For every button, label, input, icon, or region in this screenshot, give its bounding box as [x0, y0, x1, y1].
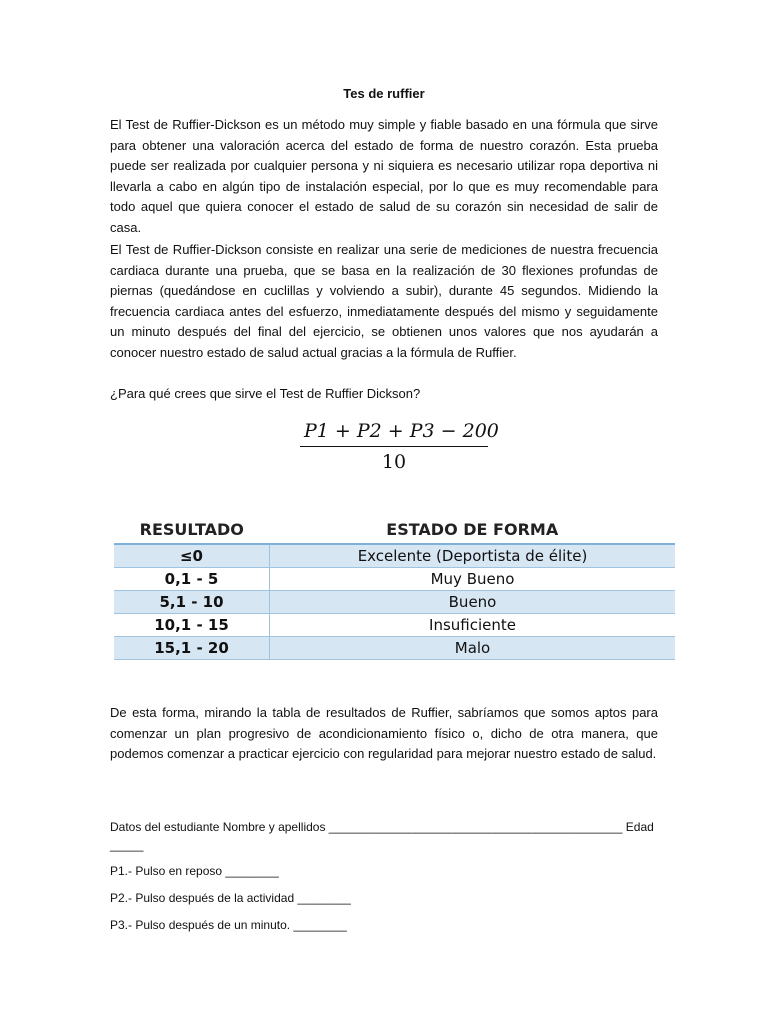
table-row — [114, 568, 675, 591]
table-row — [114, 614, 675, 637]
formula-denominator: 10 — [381, 451, 407, 473]
results-table — [114, 515, 675, 660]
table-row — [114, 591, 675, 614]
formula-numerator: P1 + P2 + P3 − 200 — [304, 420, 499, 442]
state-cell: Malo — [270, 637, 676, 660]
conclusion-paragraph: De esta forma, mirando la tabla de resultados de Ruffier, sabríamos que somos aptos para comenzar un plan progresivo de acondicionamiento físico o, dicho de otra manera, que podemos comenzar a practicar ejercicio con regularidad para mejorar nuestro estado de salud. — [110, 705, 658, 761]
pulse-after-minute-field[interactable]: P3.- Pulso después de un minuto. ________ — [110, 918, 347, 932]
state-cell: Muy Bueno — [270, 568, 676, 591]
question-text: ¿Para qué crees que sirve el Test de Ruffier Dickson? — [110, 386, 421, 401]
table-row — [114, 544, 675, 568]
result-cell: ≤0 — [114, 544, 270, 568]
intro-paragraph: El Test de Ruffier-Dickson es un método muy simple y fiable basado en una fórmula que sirve para obtener una valoración acerca del estado de forma de nuestro corazón. Esta prueba puede ser realizada por cualquier persona y ni siquiera es necesario utilizar ropa deportiva ni llevarla a cabo en algún tipo de instalación especial, por lo que es muy recomendable para todo aquel que quiera conocer el estado de salud de su corazón sin necesidad de salir de casa. — [110, 117, 658, 235]
method-paragraph: El Test de Ruffier-Dickson consiste en realizar una serie de mediciones de nuestra frecuencia cardiaca durante una prueba, que se basa en la realización de 30 flexiones profundas de piernas (quedándose en cuclillas y volviendo a subir), durante 45 segundos. Midiendo la frecuencia cardiaca antes del esfuerzo, inmediatamente después del mismo y seguidamente un minuto después del final del ejercicio, se obtienen unos valores que nos ayudarán a conocer nuestro estado de salud actual gracias a la fórmula de Ruffier. — [110, 242, 658, 360]
pulse-rest-field[interactable]: P1.- Pulso en reposo ________ — [110, 864, 279, 878]
student-name-field[interactable]: Datos del estudiante Nombre y apellidos ____________________________________________ Edad _____ — [110, 820, 654, 852]
column-header-state: ESTADO DE FORMA — [270, 515, 676, 544]
column-header-result: RESULTADO — [114, 515, 270, 544]
state-cell: Bueno — [270, 591, 676, 614]
pulse-after-activity-field[interactable]: P2.- Pulso después de la actividad ________ — [110, 891, 351, 905]
state-cell: Excelente (Deportista de élite) — [270, 544, 676, 568]
result-cell: 10,1 - 15 — [114, 614, 270, 637]
result-cell: 5,1 - 10 — [114, 591, 270, 614]
result-cell: 15,1 - 20 — [114, 637, 270, 660]
table-header-row — [114, 515, 675, 544]
state-cell: Insuficiente — [270, 614, 676, 637]
ruffier-formula — [304, 420, 499, 473]
table-row — [114, 637, 675, 660]
page-title: Tes de ruffier — [343, 86, 425, 101]
result-cell: 0,1 - 5 — [114, 568, 270, 591]
